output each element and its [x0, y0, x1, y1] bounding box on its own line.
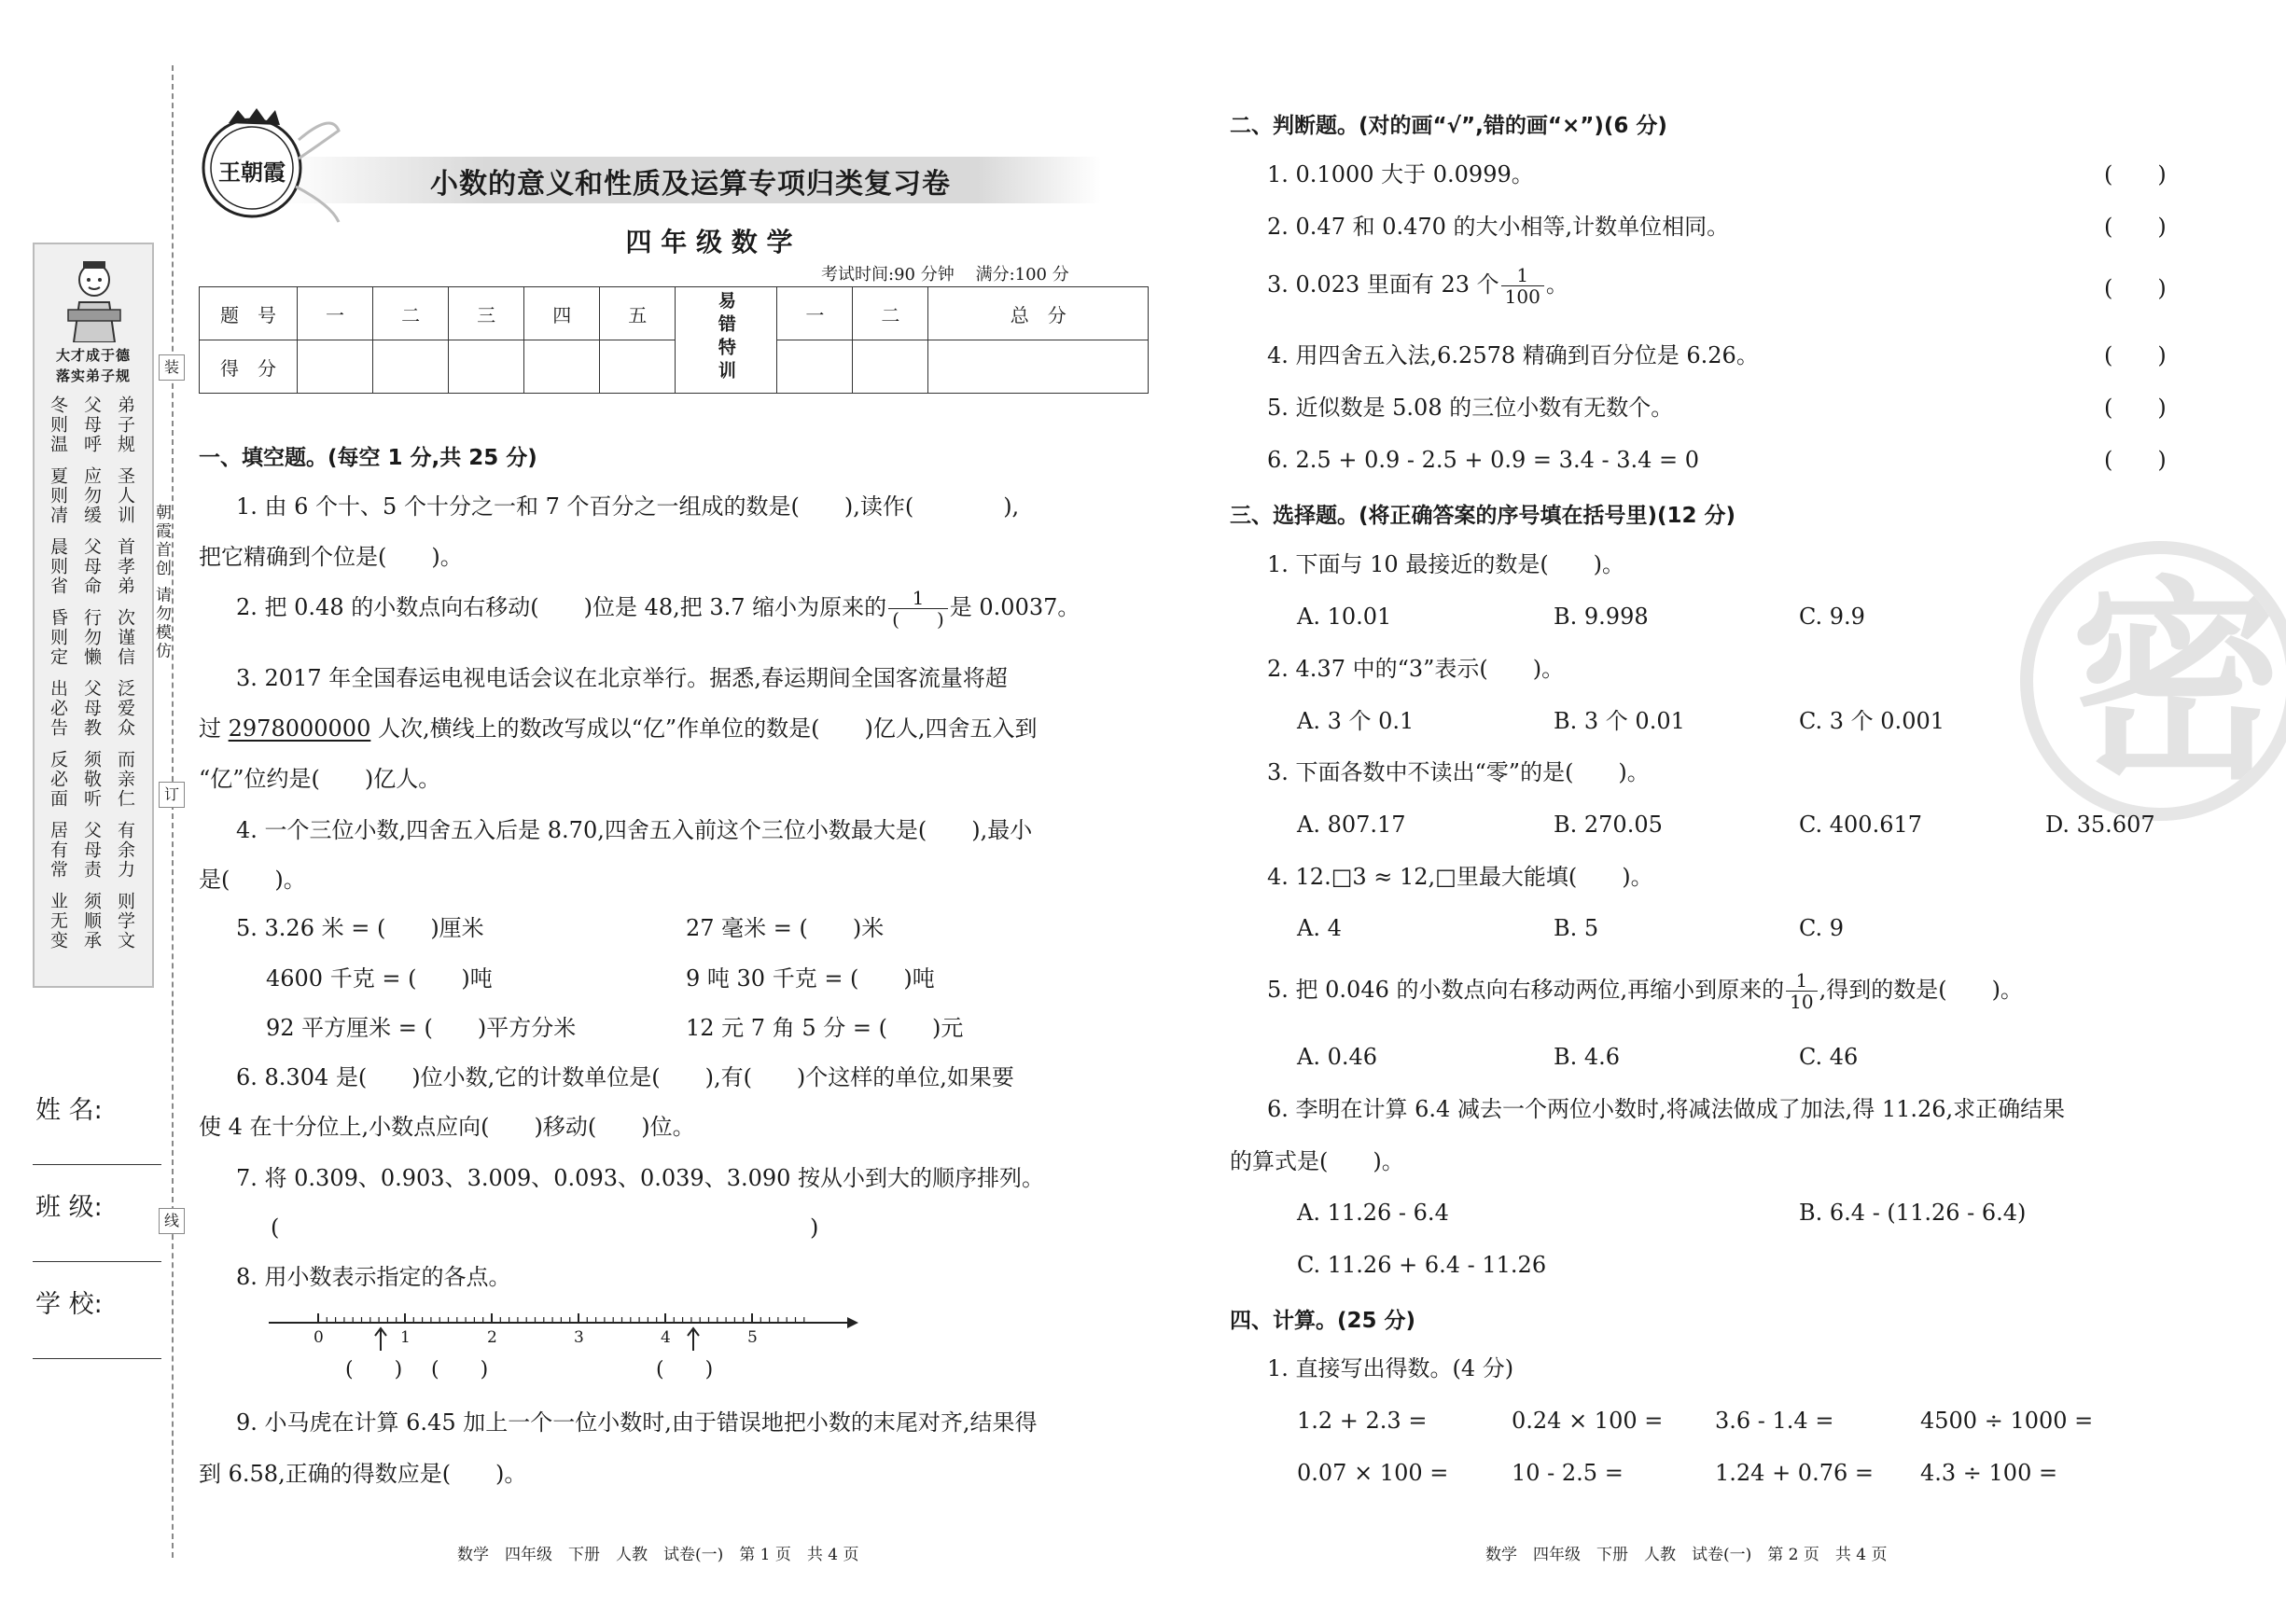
calc-r1-2: 0.24 × 100 = [1512, 1408, 1664, 1434]
arrow-mark-3 [688, 1328, 699, 1351]
cut-mark-zhuang: 装 [159, 354, 185, 381]
section-1-title: 一、填空题。(每空 1 分,共 25 分) [199, 446, 537, 470]
score-extra-col-total: 总 分 [928, 287, 1149, 340]
choice-5 [1267, 970, 2023, 1012]
choice-4-opt-c[interactable]: C. 9 [1799, 915, 1845, 941]
choice-1: 1. 下面与 10 最接近的数是( )。 [1267, 551, 1625, 577]
motto-col: 居有常 [48, 821, 68, 880]
exam-info: 考试时间:90 分钟 满分:100 分 [821, 265, 1069, 285]
binding-dashed-line [172, 65, 174, 1558]
numberline-label-0: 0 [314, 1328, 324, 1347]
score-input-cell[interactable] [298, 340, 373, 394]
score-extra-col-2: 二 [853, 287, 928, 340]
motto-col: 晨则省 [48, 537, 68, 596]
numberline-label-4: 4 [661, 1328, 671, 1347]
q6-line-a: 6. 8.304 是( )位小数,它的计数单位是( ),有( )个这样的单位,如果要 [236, 1064, 1014, 1090]
q3-line-a: 3. 2017 年全国春运电视电话会议在北京举行。据悉,春运期间全国客流量将超 [236, 665, 1008, 691]
section-3-title: 三、选择题。(将正确答案的序号填在括号里)(12 分) [1230, 504, 1736, 528]
motto-col: 弟子规 [115, 396, 135, 454]
choice-6-opt-b[interactable]: B. 6.4 - (11.26 - 6.4) [1799, 1200, 2027, 1226]
q2-text: 2. 把 0.48 的小数点向右移动( )位是 48,把 3.7 缩小为原来的 [236, 594, 887, 620]
choice-4-opt-b[interactable]: B. 5 [1554, 915, 1599, 941]
choice-6-line-b: 的算式是( )。 [1230, 1148, 1404, 1174]
q5-item-4: 9 吨 30 千克 = ( )吨 [686, 965, 935, 992]
score-input-cell[interactable] [600, 340, 676, 394]
school-field-label: 学 校: [35, 1290, 103, 1319]
judge-5: 5. 近似数是 5.08 的三位小数有无数个。 [1267, 395, 1674, 421]
q5-item-6: 12 元 7 角 5 分 = ( )元 [686, 1015, 964, 1041]
motto-col: 行勿懒 [81, 608, 102, 667]
calc-r1-1: 1.2 + 2.3 = [1297, 1408, 1428, 1434]
choice-5-opt-a[interactable]: A. 0.46 [1297, 1044, 1378, 1070]
judge-3-fraction [1501, 265, 1544, 307]
q3-line-c: “亿”位约是( )亿人。 [199, 766, 441, 792]
score-col-2: 二 [373, 287, 449, 340]
q1-line-b: 把它精确到个位是( )。 [199, 544, 463, 570]
judge-4-answer[interactable]: ( ) [2104, 342, 2167, 368]
motto-col: 反必面 [48, 750, 68, 809]
q2-line [236, 588, 1080, 630]
q3-post: 人次,横线上的数改写成以“亿”作单位的数是( )亿人,四舍五入到 [377, 715, 1038, 742]
motto-col: 须敬听 [81, 750, 102, 809]
q3-line-b [199, 715, 1038, 743]
choice-5-text: 5. 把 0.046 的小数点向右移动两位,再缩小到原来的 [1267, 977, 1785, 1003]
motto-col: 泛爱众 [115, 679, 135, 738]
q3-pre: 过 [199, 715, 221, 742]
numberline-label-2: 2 [487, 1328, 497, 1347]
choice-2: 2. 4.37 中的“3”表示( )。 [1267, 656, 1565, 682]
judge-1-answer[interactable]: ( ) [2104, 161, 2167, 187]
motto-col: 有余力 [115, 821, 135, 880]
numberline-label-3: 3 [574, 1328, 584, 1347]
choice-3-opt-c[interactable]: C. 400.617 [1799, 812, 1923, 838]
motto-col: 冬则温 [48, 396, 68, 454]
q2-numerator: 1 [888, 588, 948, 609]
q1-line-a: 1. 由 6 个十、5 个十分之一和 7 个百分之一组成的数是( ),读作( ), [236, 493, 1020, 520]
motto-col: 圣人训 [115, 466, 135, 525]
judge-3-tail: 。 [1545, 271, 1568, 298]
choice-5-opt-b[interactable]: B. 4.6 [1554, 1044, 1621, 1070]
calc-r2-1: 0.07 × 100 = [1297, 1460, 1449, 1486]
motto-col: 昏则定 [48, 608, 68, 667]
numberline-blank-1[interactable]: ( ) [345, 1358, 403, 1381]
judge-3-text: 3. 0.023 里面有 23 个 [1267, 271, 1499, 298]
name-field-label: 姓 名: [35, 1096, 103, 1125]
motto-col: 须顺承 [81, 892, 102, 951]
name-field-line[interactable] [33, 1164, 161, 1165]
judge-2: 2. 0.47 和 0.470 的大小相等,计数单位相同。 [1267, 214, 1730, 240]
numberline-blank-2[interactable]: ( ) [431, 1358, 489, 1381]
page-title: 小数的意义和性质及运算专项归类复习卷 [430, 168, 951, 201]
q2-fraction [888, 588, 948, 630]
motto-col: 父母呼 [81, 396, 102, 454]
score-col-5: 五 [600, 287, 676, 340]
sidebar-banner-1: 大才成于德 [55, 347, 131, 364]
numberline-label-5: 5 [747, 1328, 758, 1347]
motto-col: 而亲仁 [115, 750, 135, 809]
left-page-footer: 数学 四年级 下册 人教 试卷(一) 第 1 页 共 4 页 [457, 1546, 859, 1564]
score-input-cell[interactable] [853, 340, 928, 394]
q7-open-bracket[interactable]: ( [271, 1215, 280, 1241]
score-input-cell[interactable] [449, 340, 524, 394]
score-table [199, 286, 1149, 394]
copyright-notice: 朝霞首创 请勿模仿 [152, 504, 171, 661]
choice-5-opt-c[interactable]: C. 46 [1799, 1044, 1859, 1070]
motto-col: 出必告 [48, 679, 68, 738]
score-row-header-label: 题 号 [200, 287, 298, 340]
numberline-blank-3[interactable]: ( ) [656, 1358, 714, 1381]
section-2-title: 二、判断题。(对的画“√”,错的画“×”)(6 分) [1230, 114, 1667, 138]
q6-line-b: 使 4 在十分位上,小数点应向( )移动( )位。 [199, 1114, 695, 1140]
cut-mark-ding: 订 [159, 782, 185, 808]
choice-6-line-a: 6. 李明在计算 6.4 减去一个两位小数时,将减法做成了加法,得 11.26,求正确结果 [1267, 1096, 2066, 1122]
choice-6-opt-a[interactable]: A. 11.26 - 6.4 [1297, 1200, 1449, 1226]
score-col-4: 四 [524, 287, 600, 340]
scholar-figure-icon [64, 254, 124, 342]
score-input-cell[interactable] [373, 340, 449, 394]
q7-close-bracket[interactable]: ) [810, 1215, 819, 1241]
numberline-label-1: 1 [400, 1328, 411, 1347]
special-training-cell [676, 287, 777, 394]
choice-3-opt-b[interactable]: B. 270.05 [1554, 812, 1663, 838]
calc-1-title: 1. 直接写出得数。(4 分) [1267, 1355, 1514, 1381]
judge-6: 6. 2.5 + 0.9 - 2.5 + 0.9 = 3.4 - 3.4 = 0 [1267, 447, 1700, 473]
choice-2-opt-b[interactable]: B. 3 个 0.01 [1554, 708, 1685, 734]
judge-3-denominator: 100 [1504, 285, 1540, 308]
school-field-line[interactable] [33, 1358, 161, 1359]
score-input-cell[interactable] [777, 340, 853, 394]
choice-6-opt-c[interactable]: C. 11.26 + 6.4 - 11.26 [1297, 1252, 1547, 1278]
sidebar-motto-box [33, 243, 154, 988]
q4-line-b: 是( )。 [199, 867, 306, 893]
page-subtitle: 四 年 级 数 学 [625, 227, 793, 257]
q2-tail: 是 0.0037。 [949, 594, 1080, 620]
q5-item-3: 4600 千克 = ( )吨 [266, 965, 493, 992]
judge-3 [1267, 265, 1568, 307]
score-row-score-label: 得 分 [200, 340, 298, 394]
judge-2-answer[interactable]: ( ) [2104, 214, 2167, 240]
choice-4-opt-a[interactable]: A. 4 [1297, 915, 1342, 941]
section-4-title: 四、计算。(25 分) [1230, 1309, 1416, 1333]
calc-r2-2: 10 - 2.5 = [1512, 1460, 1624, 1486]
score-input-cell[interactable] [928, 340, 1149, 394]
choice-3-opt-a[interactable]: A. 807.17 [1297, 812, 1406, 838]
confidential-stamp [2020, 541, 2286, 821]
q2-denominator: ( ) [892, 608, 944, 631]
stamp-text: 密 [2070, 560, 2286, 809]
motto-col: 父母命 [81, 537, 102, 596]
q5-item-1: 5. 3.26 米 = ( )厘米 [236, 915, 484, 941]
motto-col: 夏则凊 [48, 466, 68, 525]
q5-item-2: 27 毫米 = ( )米 [686, 915, 885, 941]
logo-text: 王朝霞 [218, 159, 286, 186]
calc-r2-3: 1.24 + 0.76 = [1715, 1460, 1874, 1486]
q4-line-a: 4. 一个三位小数,四舍五入后是 8.70,四舍五入前这个三位小数最大是( ),最小 [236, 817, 1033, 843]
choice-2-opt-a[interactable]: A. 3 个 0.1 [1297, 708, 1415, 734]
cut-mark-xian: 线 [159, 1208, 185, 1234]
choice-3: 3. 下面各数中不读出“零”的是( )。 [1267, 759, 1650, 785]
q9-line-a: 9. 小马虎在计算 6.45 加上一个一位小数时,由于错误地把小数的末尾对齐,结果得 [236, 1409, 1038, 1436]
choice-3-opt-d[interactable]: D. 35.607 [2045, 812, 2155, 838]
choice-5-tail: ,得到的数是( )。 [1819, 977, 2023, 1003]
choice-4: 4. 12.□3 ≈ 12,□里最大能填( )。 [1267, 864, 1653, 890]
score-input-cell[interactable] [524, 340, 600, 394]
motto-col: 业无变 [48, 892, 68, 951]
calc-r1-4: 4500 ÷ 1000 = [1920, 1408, 2094, 1434]
q7-line: 7. 将 0.309、0.903、3.009、0.093、0.039、3.090 按从小到大的顺序排列。 [236, 1165, 1045, 1191]
sidebar-banner-2: 落实弟子规 [55, 368, 131, 384]
arrow-mark-1 [375, 1328, 386, 1351]
judge-5-answer[interactable]: ( ) [2104, 395, 2167, 421]
right-page-footer: 数学 四年级 下册 人教 试卷(一) 第 2 页 共 4 页 [1485, 1546, 1888, 1564]
judge-3-answer[interactable]: ( ) [2104, 275, 2167, 301]
choice-1-opt-a[interactable]: A. 10.01 [1297, 604, 1392, 630]
q5-item-5: 92 平方厘米 = ( )平方分米 [266, 1015, 577, 1041]
judge-1: 1. 0.1000 大于 0.0999。 [1267, 161, 1534, 187]
choice-2-opt-c[interactable]: C. 3 个 0.001 [1799, 708, 1944, 734]
choice-5-fraction [1786, 970, 1817, 1012]
motto-col: 次谨信 [115, 608, 135, 667]
calc-r1-3: 3.6 - 1.4 = [1715, 1408, 1834, 1434]
q8-line: 8. 用小数表示指定的各点。 [236, 1264, 511, 1290]
motto-col: 首孝弟 [115, 537, 135, 596]
judge-3-numerator: 1 [1501, 265, 1544, 286]
choice-1-opt-c[interactable]: C. 9.9 [1799, 604, 1865, 630]
choice-5-denominator: 10 [1790, 991, 1814, 1013]
motto-col: 应勿缓 [81, 466, 102, 525]
motto-col: 则学文 [115, 892, 135, 951]
choice-5-numerator: 1 [1786, 970, 1817, 992]
judge-4: 4. 用四舍五入法,6.2578 精确到百分位是 6.26。 [1267, 342, 1759, 368]
score-extra-col-1: 一 [777, 287, 853, 340]
special-training-label: 易错特训 [715, 291, 736, 384]
class-field-line[interactable] [33, 1261, 161, 1262]
q9-line-b: 到 6.58,正确的得数应是( )。 [199, 1461, 527, 1487]
score-col-1: 一 [298, 287, 373, 340]
choice-1-opt-b[interactable]: B. 9.998 [1554, 604, 1649, 630]
q3-underlined-number: 2978000000 [228, 715, 371, 742]
score-col-3: 三 [449, 287, 524, 340]
judge-6-answer[interactable]: ( ) [2104, 447, 2167, 473]
class-field-label: 班 级: [35, 1193, 103, 1222]
motto-col: 父母责 [81, 821, 102, 880]
calc-r2-4: 4.3 ÷ 100 = [1920, 1460, 2058, 1486]
motto-col: 父母教 [81, 679, 102, 738]
